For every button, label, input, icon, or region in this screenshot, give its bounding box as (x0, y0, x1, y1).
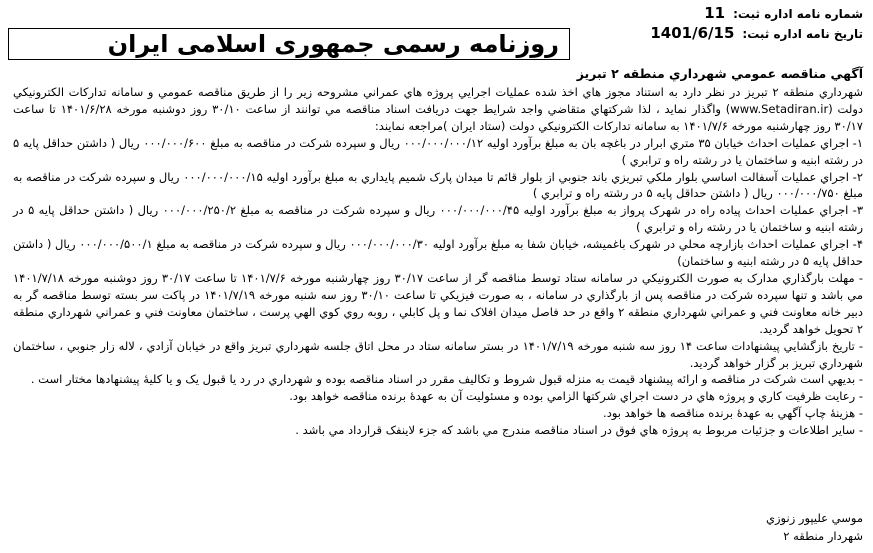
notice-deadline: - مهلت بارگذاري مدارک به صورت الکترونيکي در سامانه ستاد توسط مناقصه گر از ساعت ۳۰/۱۷ روز چهارشنبه مورخه ۱۴۰۱/۷/۶ تا ساعت ۳۰/۱۷ روز دوشنبه مورخه ۱۴۰۱/۷/۱۸ مي باشد و تنها سپرده شرکت در مناقصه پس از بارگذاري در سامانه ، به صورت فيزيکي تا ساعت ۳۰/۱۰ روز سه شنبه مورخه ۱۴۰۱/۷/۱۹ در پاکت سر بسته توسط مناقصه گر به دبير خانه معاونت فني و عمراني شهرداري منطقه ۲ واقع در حد فاصل ميدان افلاک نما و پل کابلي ، روبه روي کوي الهي پرست ، ساختمان معاونت فني و عمراني شهرداري منطقه ۲ تحويل خواهد گرديد. (13, 270, 863, 336)
notice-item-3: ۳- اجراي عمليات احداث پياده راه در شهرک پرواز به مبلغ برآورد اوليه ۰۰۰/۰۰۰/۰۰۰/۴۵ ريال و سپرده شرکت در مناقصه به مبلغ ۰۰۰/۰۰۰/۲۵۰/۲ ريال ( داشتن حداقل پايه ۵ در رشته ابنيه و ساختمان يا در رشته راه و ترابري ) (13, 203, 864, 235)
notice-item-1: ۱- اجراي عمليات احداث خيابان ۳۵ متري ابرار در باغچه بان به مبلغ برآورد اوليه ۰۰۰/۰۰۰/۰۰۰/۱۲ ريال و سپرده شرکت در مناقصه به مبلغ ۰۰۰/۰۰۰/۶۰۰ ريال ( داشتن حداقل پايه ۵ در رشته ابنيه و ساختمان يا در رشته راه و ترابري ) (13, 135, 864, 167)
notice-title: آگهي مناقصه عمومي شهرداري منطقه ۲ تبريز (576, 66, 863, 81)
signatory-title: شهردار منطقه ۲ (783, 529, 863, 543)
registration-date-value: 1401/6/15 (650, 24, 735, 42)
registration-date (650, 24, 863, 42)
notice-condition-1: - بديهي است شرکت در مناقصه و ارائه پيشنهاد قيمت به منزله قبول شروط و تکاليف مقرر در اسناد مناقصه بوده و شهرداري در رد يا قبول يک و يا کليهٔ پيشنهادها مختار است . (30, 372, 863, 387)
notice-opening-date: - تاريخ بازگشايي پيشنهادات ساعت ۱۴ روز سه شنبه مورخه ۱۴۰۱/۷/۱۹ در بستر سامانه ستاد در محل اتاق جلسه شهرداري تبريز واقع در خيابان آزادي ، لاله زار جنوبي ، ساختمان شهرداري تبريز بر گزار خواهد گرديد. (13, 338, 863, 370)
signatory-name: موسي عليپور زنوزي (766, 511, 863, 525)
registration-date-label: تاریخ نامه اداره ثبت: (742, 27, 863, 41)
registration-number-value: 11 (704, 4, 726, 22)
notice-intro: شهرداري منطقه ۲ تبريز در نظر دارد به استناد مجوز هاي اخذ شده عمليات اجرايي پروژه هاي عمراني مشروحه زير را از طريق مناقصه عمومي و سامانه تدارکات الکترونيکي دولت (www.Setadiran.ir) واگذار نمايد ، لذا شرکتهاي متقاضي واجد شرايط جهت دريافت اسناد مناقصه مي توانند از ساعت ۳۰/۱۰ روز دوشنبه مورخه ۱۴۰۱/۶/۲۸ تا ساعت ۳۰/۱۷ روز چهارشنبه مورخه ۱۴۰۱/۷/۶ به سامانه تدارکات الکترونيکي دولت (ستاد ايران )مراجعه نمايند: (13, 85, 863, 133)
notice-condition-4: - ساير اطلاعات و جزئيات مربوط به پروژه هاي فوق در اسناد مناقصه مندرج مي باشد که جزء لاينفک قرارداد مي باشد . (295, 423, 863, 438)
notice-body (13, 84, 863, 439)
notice-item-2: ۲- اجراي عمليات آسفالت اساسي بلوار ملکي تبريزي باند جنوبي از بلوار قائم تا ميدان پارک شميم پايداري به مبلغ برآورد اوليه ۰۰۰/۰۰۰/۰۰۰/۱۵ ريال و سپرده شرکت در مناقصه به مبلغ ۰۰۰/۰۰۰/۷۵۰ ريال ( داشتن حداقل پايه ۵ در رشته راه و ترابري ) (13, 169, 863, 201)
registration-number (704, 4, 863, 22)
registration-number-label: شماره نامه اداره ثبت: (733, 7, 863, 21)
newspaper-header-box (8, 28, 570, 60)
notice-condition-3: - هزينهٔ چاپ آگهي به عهدهٔ برنده مناقصه ها خواهد بود. (603, 406, 863, 421)
newspaper-title: روزنامه رسمی جمهوری اسلامی ایران (107, 30, 559, 58)
notice-item-4: ۴- اجراي عمليات احداث بازارچه محلي در شهرک باغميشه، خيابان شفا به مبلغ برآورد اوليه ۰۰۰/۰۰۰/۰۰۰/۳۰ ريال و سپرده شرکت در مناقصه به مبلغ ۰۰۰/۰۰۰/۵۰۰/۱ ريال ( داشتن حداقل پايه ۵ در رشته ابنيه و ساختمان) (13, 237, 863, 269)
notice-condition-2: - رعايت ظرفيت کاري و پروژه هاي در دست اجراي شرکتها الزامي بوده و مسئوليت آن به عهدهٔ برنده مناقصه خواهد بود. (289, 389, 863, 404)
